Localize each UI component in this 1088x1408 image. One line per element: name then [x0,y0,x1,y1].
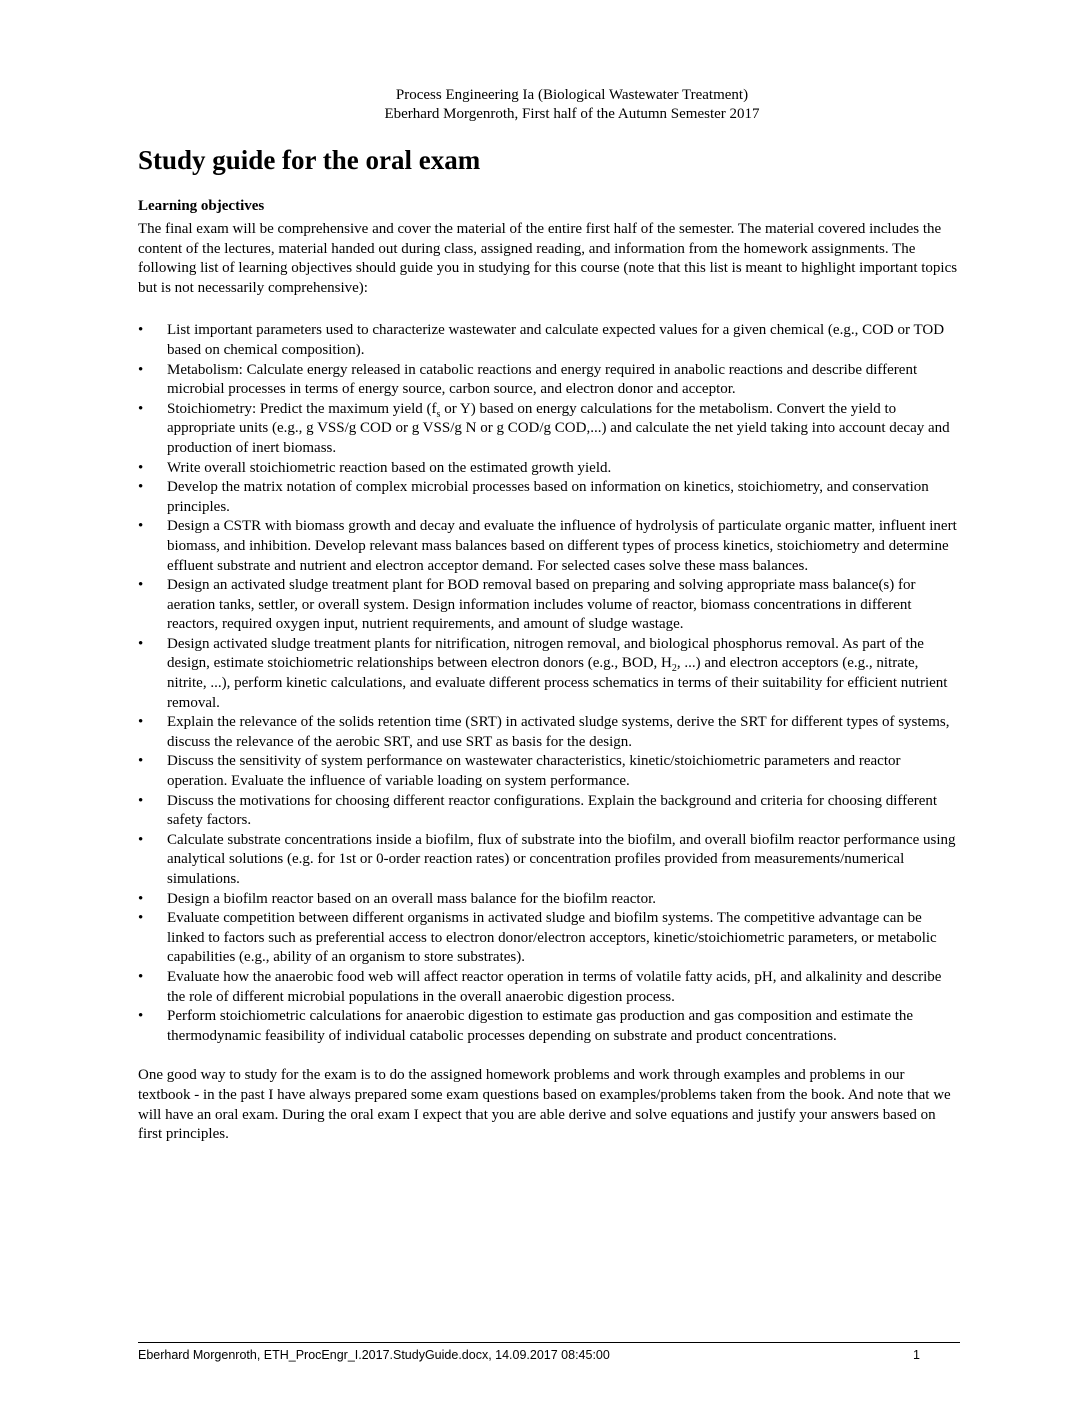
objective-item [138,361,960,400]
objective-text-part: or Y) based on energy calculations for the metabolism. Convert the yield to appropriate units (e.g., g VSS/g COD or g VSS/g N or g COD/g COD,...) and calculate the net yield taking into account decay and production of inert biomass. [167,400,950,456]
objective-text: Design a biofilm reactor based on an overall mass balance for the biofilm reactor. [167,890,656,907]
bullet-icon: • [138,361,144,378]
page-footer [138,1347,960,1363]
section-heading: Learning objectives [138,198,265,214]
intro-paragraph: The final exam will be comprehensive and cover the material of the entire first half of the semester. The material covered includes the content of the lectures, material handed out during class, assigned reading, and information from the homework assignments. The following list of learning objectives should guide you in studying for this course (note that this list is meant to highlight important topics but is not necessarily comprehensive): [138,221,958,296]
bullet-icon: • [138,518,144,535]
bullet-icon: • [138,968,144,985]
subscript: 2 [671,663,677,675]
objective-item [138,792,960,831]
subscript: s [436,408,441,420]
objective-text-part: Design activated sludge treatment plants for nitrification, nitrogen removal, and biological phosphorus removal. As part of the design, estimate stoichiometric relationships between electron donors (e.g., BOD, H [167,635,924,672]
objective-item [138,968,960,1007]
objective-item [138,909,960,968]
objective-item [138,713,960,752]
objective-item [138,890,960,910]
objective-text-part: , ...) and electron acceptors (e.g., nitrate, nitrite, ...), perform kinetic calculations, and evaluate different process schematics in terms of their suitability for efficient nutrient removal. [167,655,948,711]
objective-item [138,752,960,791]
objective-item [138,831,960,890]
objective-item [138,1007,960,1046]
bullet-icon: • [138,479,144,496]
bullet-icon: • [138,714,144,731]
bullet-icon: • [138,459,144,476]
page-header [0,86,1088,124]
objective-text [167,636,947,711]
objective-text: List important parameters used to characterize wastewater and calculate expected values for a given chemical (e.g., COD or TOD based on chemical composition). [167,322,945,358]
header-course-line: Process Engineering Ia (Biological Wastewater Treatment) [395,87,749,103]
bullet-icon: • [138,753,144,770]
objective-item [138,517,960,576]
bullet-icon: • [138,831,144,848]
objective-item [138,459,960,479]
footer-divider [138,1342,960,1343]
learning-objectives-section [138,196,960,1145]
objective-text: Discuss the sensitivity of system performance on wastewater characteristics, kinetic/stoichiometric parameters and reactor operation. Evaluate the influence of variable loading on system performance. [167,753,901,790]
objective-item [138,400,960,459]
bullet-icon: • [138,910,144,927]
objective-text: Develop the matrix notation of complex microbial processes based on information on kinetics, stoichiometry, and conservation principles. [167,479,929,515]
bullet-icon: • [138,635,144,652]
objective-text: Design an activated sludge treatment plant for BOD removal based on preparing and solving appropriate mass balance(s) for aeration tanks, settler, or overall system. Design information includes volume of reactor, biomass concentrations in different reactors, required oxygen input, nutrient requirements, and amount of sludge wastage. [167,577,916,633]
footer-document-info: Eberhard Morgenroth, ETH_ProcEngr_I.2017.StudyGuide.docx, 14.09.2017 08:45:00 [138,1348,610,1362]
bullet-icon: • [138,792,144,809]
objective-text-part: Stoichiometry: Predict the maximum yield (f [167,400,437,417]
objectives-list [138,321,960,1046]
objective-text: Metabolism: Calculate energy released in catabolic reactions and energy required in anabolic reactions and describe different microbial processes in terms of energy source, carbon source, and electron donor and acceptor. [167,361,918,398]
objective-item [138,478,960,517]
objective-text: Write overall stoichiometric reaction based on the estimated growth yield. [167,459,612,476]
objective-text: Perform stoichiometric calculations for anaerobic digestion to estimate gas production and gas composition and estimate the thermodynamic feasibility of individual catabolic processes depending on substrate and product concentrations. [167,1008,914,1044]
objective-text: Evaluate competition between different organisms in activated sludge and biofilm systems. The competitive advantage can be linked to factors such as preferential access to electron donor/electron acceptors, kinetic/stoichiometric parameters, or metabolic capabilities (e.g., ability of an organism to store substrates). [167,910,937,966]
objective-item [138,321,960,360]
closing-paragraph: One good way to study for the exam is to do the assigned homework problems and work through examples and problems in our textbook - in the past I have always prepared some exam questions based on examples/problems taken from the book. And note that we will have an oral exam. During the oral exam I expect that you are able derive and solve equations and justify your answers based on first principles. [138,1067,951,1143]
bullet-icon: • [138,577,144,594]
bullet-icon: • [138,890,144,907]
bullet-icon: • [138,400,144,417]
bullet-icon: • [138,322,144,339]
objective-item [138,635,960,713]
header-author-line: Eberhard Morgenroth, First half of the Autumn Semester 2017 [384,106,760,122]
objective-item [138,576,960,635]
objective-text [167,401,950,456]
bullet-icon: • [138,1008,144,1025]
objective-text: Design a CSTR with biomass growth and decay and evaluate the influence of hydrolysis of particulate organic matter, influent inert biomass, and inhibition. Develop relevant mass balances based on different types of process kinetics, stoichiometry and determine effluent substrate and nutrient and electron acceptor demand. For selected cases solve these mass balances. [167,518,957,574]
page-number: 1 [913,1348,920,1362]
objective-text: Calculate substrate concentrations inside a biofilm, flux of substrate into the biofilm, and overall biofilm reactor performance using analytical solutions (e.g. for 1st or 0-order reaction rates) or concentration profiles provided from measurements/numerical simulations. [167,831,956,887]
objective-text: Discuss the motivations for choosing different reactor configurations. Explain the background and criteria for choosing different safety factors. [167,792,938,829]
objective-text: Evaluate how the anaerobic food web will affect reactor operation in terms of volatile fatty acids, pH, and alkalinity and describe the role of different microbial populations in the overall anaerobic digestion process. [167,968,942,1005]
page-title: Study guide for the oral exam [138,145,481,175]
objective-text: Explain the relevance of the solids retention time (SRT) in activated sludge systems, derive the SRT for different types of systems, discuss the relevance of the aerobic SRT, and use SRT as basis for the design. [167,714,950,750]
